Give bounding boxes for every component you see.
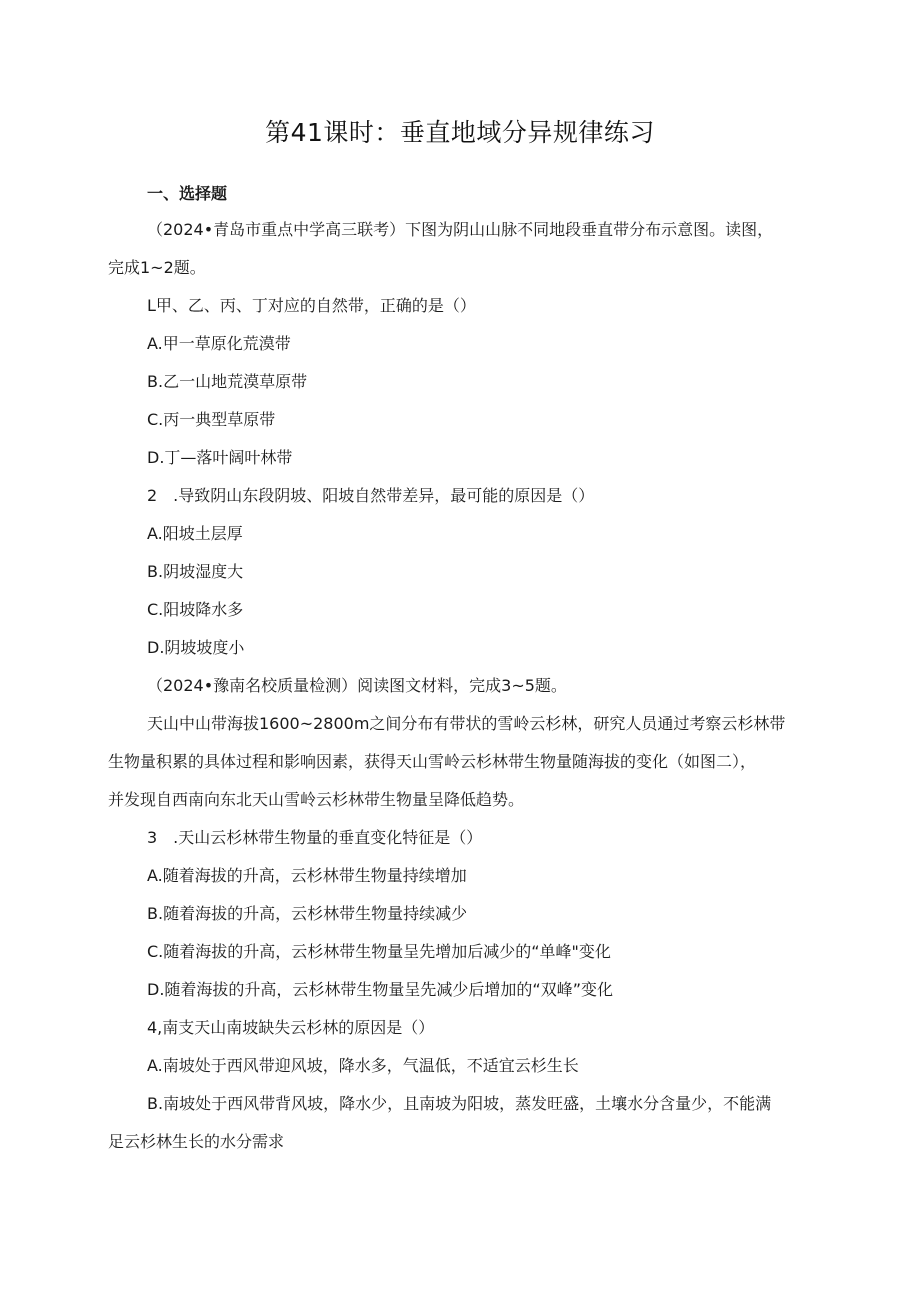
q1-option-b: B.乙一山地荒漠草原带 (147, 372, 308, 391)
q2-option-d: D.阴坡坡度小 (147, 638, 245, 657)
q4-option-b-line-1: B.南坡处于西风带背风坡，降水少，且南坡为阳坡，蒸发旺盛，土壤水分含量少，不能满 (147, 1094, 772, 1113)
q3-option-d: D.随着海拔的升高，云杉林带生物量呈先减少后增加的“双峰”变化 (147, 980, 613, 999)
question-1: L甲、乙、丙、丁对应的自然带，正确的是（） (147, 296, 476, 315)
question-4: 4,南支天山南坡缺失云杉林的原因是（） (147, 1018, 435, 1037)
page-title: 第41课时：垂直地域分异规律练习 (265, 118, 655, 147)
intro-line-2: 完成1~2题。 (108, 258, 206, 277)
intro-line-1: （2024•青岛市重点中学高三联考）下图为阴山山脉不同地段垂直带分布示意图。读图， (147, 220, 774, 239)
section-heading: 一、选择题 (147, 184, 228, 203)
question-2: 2 .导致阴山东段阴坡、阳坡自然带差异，最可能的原因是（） (147, 486, 595, 505)
q1-option-d: D.丁—落叶阔叶林带 (147, 448, 293, 467)
material-line-3: 并发现自西南向东北天山雪岭云杉林带生物量呈降低趋势。 (108, 790, 525, 809)
material-line-2: 生物量积累的具体过程和影响因素，获得天山雪岭云杉林带生物量随海拔的变化（如图二）， (108, 752, 757, 771)
q4-option-b-line-2: 足云杉林生长的水分需求 (108, 1132, 285, 1151)
question-3: 3 .天山云杉林带生物量的垂直变化特征是（） (147, 828, 483, 847)
q3-option-b: B.随着海拔的升高，云杉林带生物量持续减少 (147, 904, 468, 923)
q4-option-a: A.南坡处于西风带迎风坡，降水多，气温低，不适宜云杉生长 (147, 1056, 579, 1075)
q1-option-c: C.丙一典型草原带 (147, 410, 276, 429)
q2-option-b: B.阴坡湿度大 (147, 562, 244, 581)
q3-option-c: C.随着海拔的升高，云杉林带生物量呈先增加后减少的“单峰"变化 (147, 942, 611, 961)
q1-option-a: A.甲一草原化荒漠带 (147, 334, 291, 353)
material-line-1: 天山中山带海拔1600~2800m之间分布有带状的雪岭云杉林，研究人员通过考察云杉林带 (147, 714, 786, 733)
q3-option-a: A.随着海拔的升高，云杉林带生物量持续增加 (147, 866, 467, 885)
intro-2: （2024•豫南名校质量检测）阅读图文材料，完成3~5题。 (147, 676, 567, 695)
q2-option-c: C.阳坡降水多 (147, 600, 244, 619)
q2-option-a: A.阳坡土层厚 (147, 524, 243, 543)
